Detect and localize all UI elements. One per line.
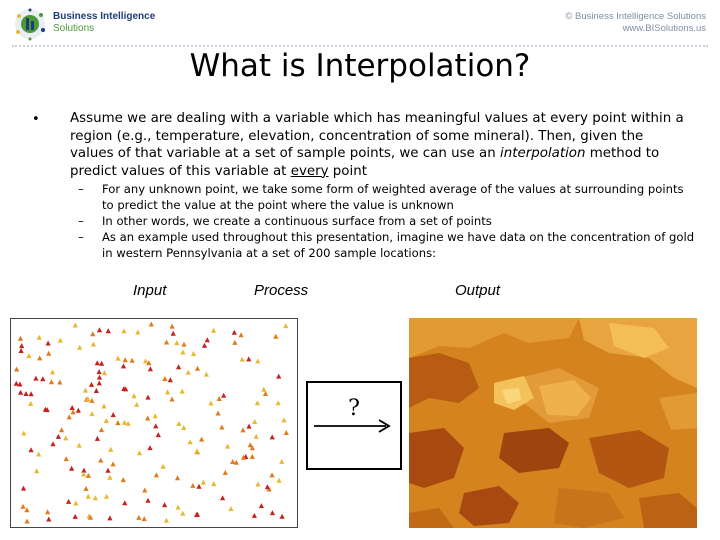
sub-bullet-item (78, 181, 698, 213)
slide-title: What is Interpolation? (189, 48, 531, 84)
bullet-text-part2: method to predict values of this variable at (70, 146, 660, 179)
copyright-text: © Business Intelligence Solutions (565, 11, 706, 22)
output-label: Output (455, 282, 501, 299)
sub-bullet-list (78, 181, 698, 261)
process-label: Process (254, 282, 309, 299)
bullet-text-part1: Assume we are dealing with a variable which has meaningful values at every point within a region (e.g., temperature, elevation, concentration of some mineral). Then, given the values of that variable at a set of sample points, we can use an (70, 111, 684, 161)
logo-name: Business Intelligence (53, 11, 156, 22)
main-bullet-text (70, 110, 686, 180)
dash-marker: – (78, 214, 84, 228)
website-link[interactable]: www.BISolutions.us (622, 23, 706, 34)
dash-marker: – (78, 182, 84, 196)
logo-subtitle: Solutions (53, 23, 95, 34)
sub-bullet-text: As an example used throughout this presentation, imagine we have data on the concentration of gold in western Pennsylvania at a set of 200 sample locations: (102, 230, 695, 260)
sub-bullet-item (78, 229, 698, 261)
sub-bullet-text: In other words, we create a continuous surface from a set of points (102, 214, 492, 228)
dash-marker: – (78, 230, 84, 244)
input-label: Input (133, 282, 167, 299)
bullet-text-underline: every (290, 163, 329, 179)
copyright (565, 11, 706, 35)
bullet-text-italic: interpolation (500, 146, 586, 161)
sub-bullet-item (78, 213, 698, 229)
input-sample-points-map (10, 318, 298, 528)
bullet-text-part3: point (328, 163, 367, 179)
process-question-mark: ? (348, 396, 360, 421)
header (0, 0, 720, 48)
header-divider (12, 45, 708, 47)
logo-icon (12, 6, 48, 42)
process-box (306, 381, 402, 470)
output-interpolated-surface (409, 318, 697, 528)
bullet-marker: • (32, 112, 40, 127)
sub-bullet-text: For any unknown point, we take some form of weighted average of the values at surrounding points to predict the value at the point where the value is unknown (102, 182, 684, 212)
